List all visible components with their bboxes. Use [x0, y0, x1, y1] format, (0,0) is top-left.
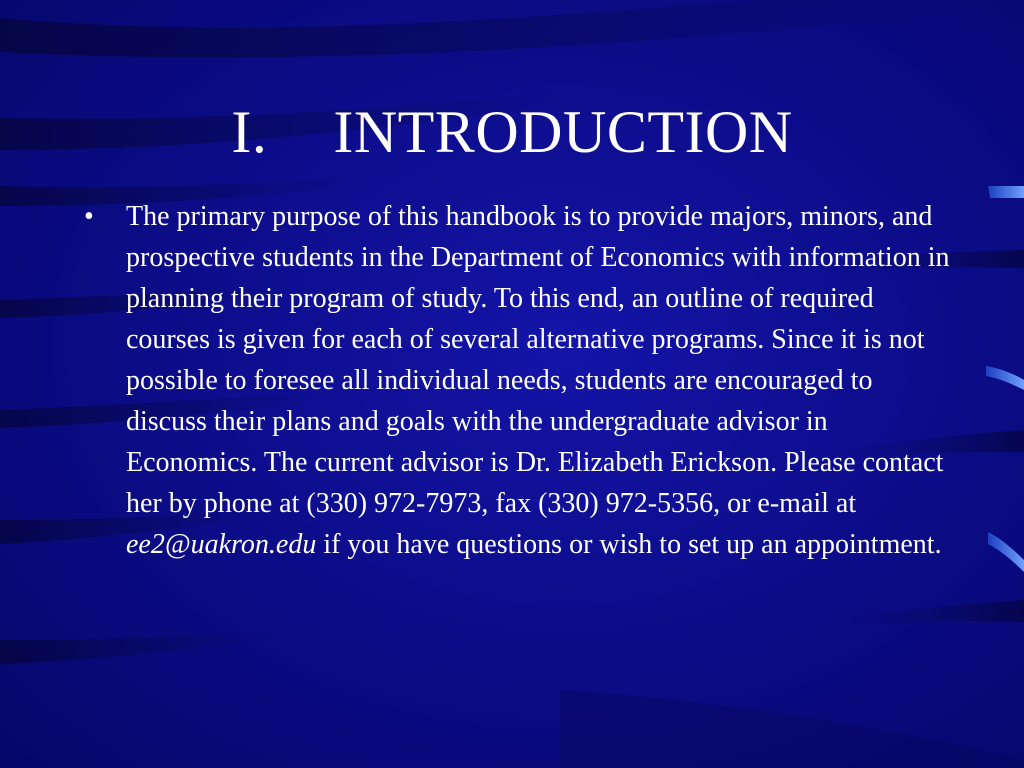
- title-text: INTRODUCTION: [333, 99, 793, 165]
- slide-title: [0, 96, 1024, 168]
- body-text: The primary purpose of this handbook is to provide majors, minors, and prospective students in the Department of Economics with information in planning their program of study. To this end, an outline of required courses is given for each of several alternative programs. Since it is not possible to foresee all individual needs, students are encouraged to discuss their plans and goals with the undergraduate advisor in Economics. The current advisor is Dr. Elizabeth Erickson. Please contact her by phone at (330) 972-7973, fax (330) 972-5356, or e-mail at: [126, 201, 950, 519]
- body-text-end: if you have questions or wish to set up an appointment.: [316, 529, 942, 560]
- title-number: I.: [231, 99, 268, 165]
- bullet-item: [84, 196, 954, 565]
- bullet-icon: •: [84, 201, 94, 232]
- bullet-list: [84, 196, 954, 565]
- email-address: ee2@uakron.edu: [126, 529, 317, 560]
